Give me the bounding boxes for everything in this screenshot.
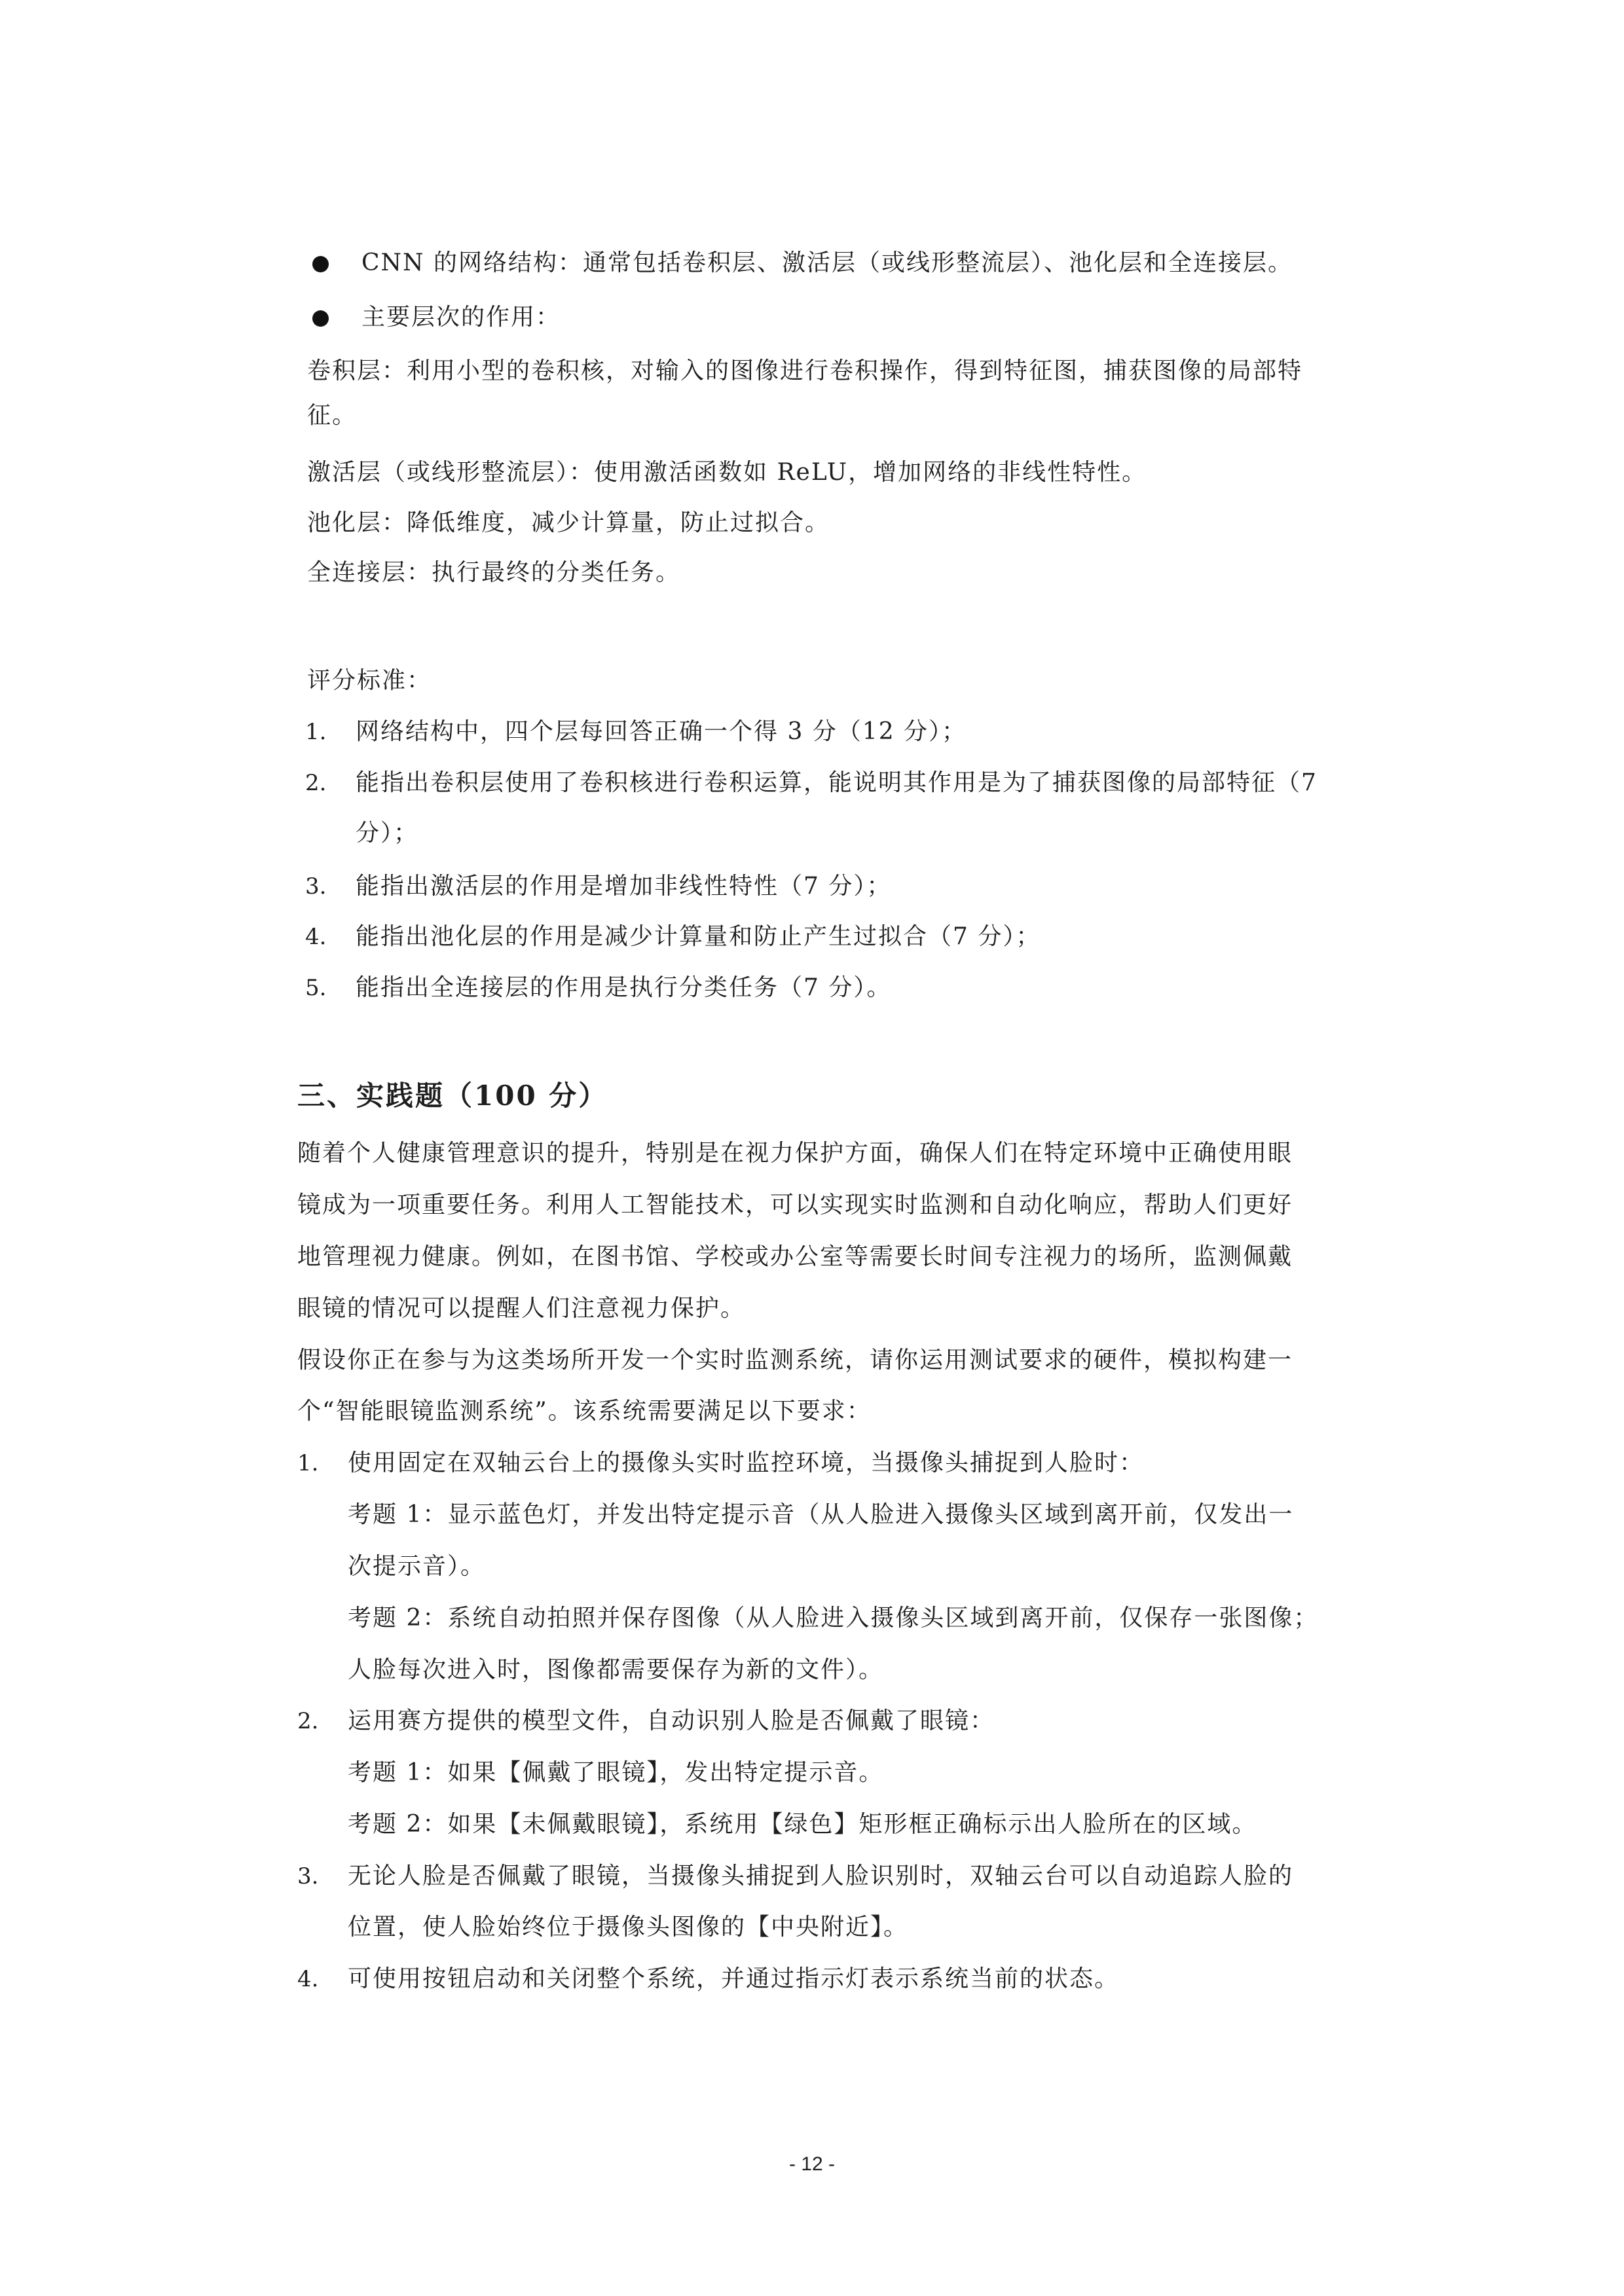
conv-layer-line-cont: 征。 <box>307 402 358 429</box>
requirement-subtask-cont: 次提示音）。 <box>348 1553 486 1580</box>
scoring-item-cont: 分）； <box>356 820 419 847</box>
requirement-text: 运用赛方提供的模型文件，自动识别人脸是否佩戴了眼镜： <box>348 1707 995 1734</box>
scoring-item: 能指出激活层的作用是增加非线性特性（7 分）； <box>356 873 892 900</box>
requirement-text: 无论人脸是否佩戴了眼镜，当摄像头捕捉到人脸识别时，双轴云台可以自动追踪人脸的 <box>348 1863 1294 1889</box>
pooling-layer-line: 池化层：降低维度，减少计算量，防止过拟合。 <box>307 509 830 536</box>
requirement-text: 可使用按钮启动和关闭整个系统，并通过指示灯表示系统当前的状态。 <box>348 1965 1120 1992</box>
activation-layer-line: 激活层（或线形整流层）：使用激活函数如 ReLU，增加网络的非线性特性。 <box>307 459 1147 486</box>
requirement-subtask: 考题 1：显示蓝色灯，并发出特定提示音（从人脸进入摄像头区域到离开前，仅发出一 <box>348 1501 1294 1528</box>
conv-layer-line: 卷积层：利用小型的卷积核，对输入的图像进行卷积操作，得到特征图，捕获图像的局部特 <box>307 357 1303 384</box>
scoring-item-number: 1. <box>305 719 327 745</box>
bullet-dot-icon <box>312 310 329 327</box>
scoring-item: 能指出池化层的作用是减少计算量和防止产生过拟合（7 分）； <box>356 923 1041 950</box>
requirement-text-cont: 位置，使人脸始终位于摄像头图像的【中央附近】。 <box>348 1914 909 1941</box>
bullet-dot-icon <box>312 256 329 272</box>
requirement-subtask: 考题 2：如果【未佩戴眼镜】，系统用【绿色】矩形框正确标示出人脸所在的区域。 <box>348 1811 1257 1838</box>
requirement-number: 1. <box>297 1450 319 1476</box>
scoring-title: 评分标准： <box>307 667 432 694</box>
scoring-item: 网络结构中，四个层每回答正确一个得 3 分（12 分）； <box>356 718 967 745</box>
practice-heading: 三、实践题（100 分） <box>297 1080 608 1112</box>
scoring-item: 能指出卷积层使用了卷积核进行卷积运算，能说明其作用是为了捕获图像的局部特征（7 <box>356 769 1318 796</box>
intro-line: 地管理视力健康。例如，在图书馆、学校或办公室等需要长时间专注视力的场所，监测佩戴 <box>297 1243 1293 1270</box>
cnn-structure-line: CNN 的网络结构：通常包括卷积层、激活层（或线形整流层）、池化层和全连接层。 <box>361 249 1293 276</box>
intro-line: 个“智能眼镜监测系统”。该系统需要满足以下要求： <box>297 1398 872 1425</box>
intro-line: 假设你正在参与为这类场所开发一个实时监测系统，请你运用测试要求的硬件，模拟构建一 <box>297 1347 1293 1374</box>
requirement-number: 2. <box>297 1708 319 1734</box>
scoring-item-number: 4. <box>305 924 327 950</box>
scoring-item-number: 3. <box>305 873 327 900</box>
page-number: - 12 - <box>788 2153 836 2175</box>
requirement-subtask: 考题 2：系统自动拍照并保存图像（从人脸进入摄像头区域到离开前，仅保存一张图像； <box>348 1605 1319 1631</box>
requirement-number: 3. <box>297 1863 319 1889</box>
intro-line: 随着个人健康管理意识的提升，特别是在视力保护方面，确保人们在特定环境中正确使用眼 <box>297 1140 1293 1167</box>
intro-line: 镜成为一项重要任务。利用人工智能技术，可以实现实时监测和自动化响应，帮助人们更好 <box>297 1192 1293 1218</box>
scoring-item: 能指出全连接层的作用是执行分类任务（7 分）。 <box>356 974 892 1001</box>
requirement-text: 使用固定在双轴云台上的摄像头实时监控环境，当摄像头捕捉到人脸时： <box>348 1449 1145 1476</box>
scoring-item-number: 2. <box>305 770 327 796</box>
requirement-subtask: 考题 1：如果【佩戴了眼镜】，发出特定提示音。 <box>348 1759 884 1786</box>
fc-layer-line: 全连接层：执行最终的分类任务。 <box>307 559 681 586</box>
main-layers-line: 主要层次的作用： <box>361 304 561 331</box>
requirement-number: 4. <box>297 1966 319 1992</box>
intro-line: 眼镜的情况可以提醒人们注意视力保护。 <box>297 1295 746 1322</box>
scoring-item-number: 5. <box>305 975 327 1001</box>
requirement-subtask-cont: 人脸每次进入时，图像都需要保存为新的文件）。 <box>348 1656 884 1683</box>
